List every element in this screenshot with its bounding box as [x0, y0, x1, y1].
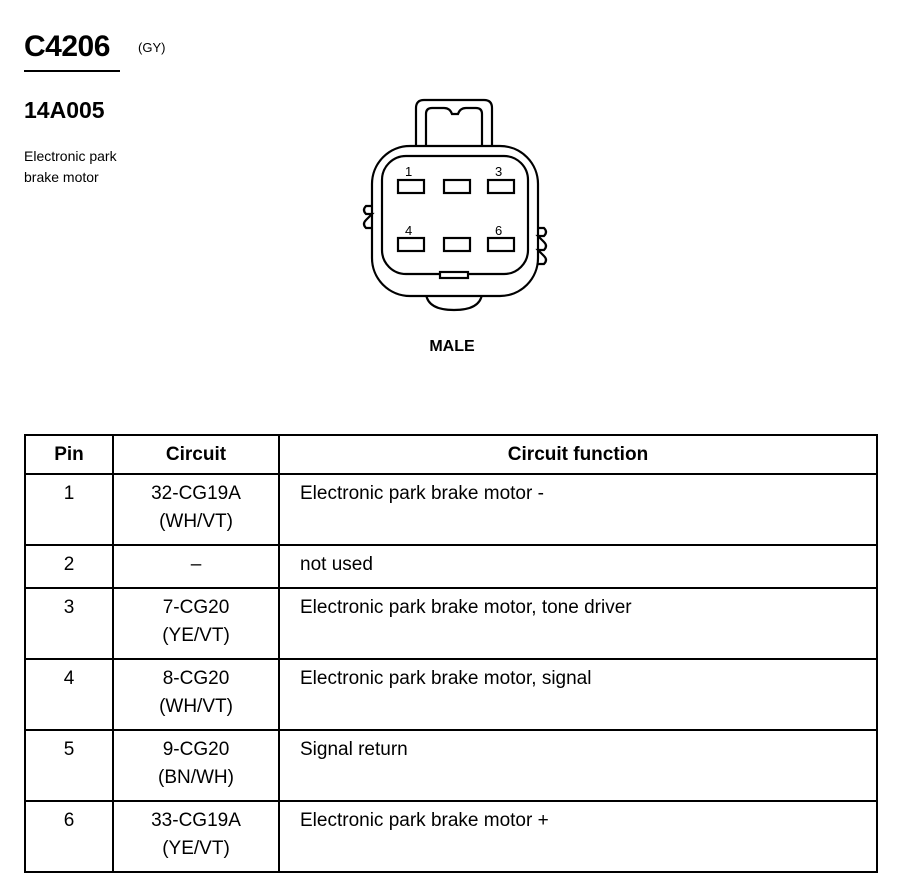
part-number: 14A005	[24, 97, 105, 123]
circuit-number: 33-CG19A	[151, 810, 241, 831]
circuit-number: 9-CG20	[162, 739, 230, 760]
pin-table	[24, 434, 878, 873]
pin-label-6: 6	[495, 223, 503, 238]
description-line-1: Electronic park	[24, 148, 117, 164]
circuit-cell	[113, 474, 279, 545]
wire-color: (YE/VT)	[162, 838, 230, 859]
table-row	[25, 730, 877, 801]
pin-cell: 6	[25, 801, 113, 872]
circuit-number: 8-CG20	[162, 668, 230, 689]
table-row	[25, 801, 877, 872]
connector-left-clip	[364, 206, 372, 228]
header-pin: Pin	[25, 435, 113, 474]
connector-id-underline	[24, 70, 120, 72]
table-header-row	[25, 435, 877, 474]
connector-bottom-tab	[440, 272, 468, 278]
table-row	[25, 474, 877, 545]
circuit-number: 7-CG20	[162, 597, 230, 618]
pin-cell: 4	[25, 659, 113, 730]
circuit-cell	[113, 588, 279, 659]
function-cell: Electronic park brake motor -	[279, 474, 877, 545]
function-cell: Electronic park brake motor +	[279, 801, 877, 872]
circuit-cell	[113, 659, 279, 730]
table-row	[25, 588, 877, 659]
pin-label-3: 3	[495, 164, 503, 179]
connector-face-diagram	[358, 96, 554, 326]
description-line-2: brake motor	[24, 169, 99, 185]
pin-cell: 3	[25, 588, 113, 659]
wire-color: (WH/VT)	[159, 696, 233, 717]
pin-cell: 1	[25, 474, 113, 545]
connector-gender-label: MALE	[429, 338, 475, 355]
header-circuit-function: Circuit function	[279, 435, 877, 474]
function-cell: Electronic park brake motor, signal	[279, 659, 877, 730]
circuit-number: –	[190, 554, 202, 575]
component-description	[24, 146, 164, 188]
header-circuit: Circuit	[113, 435, 279, 474]
wire-color: (WH/VT)	[159, 511, 233, 532]
connector-color: (GY)	[138, 40, 166, 55]
function-cell: Signal return	[279, 730, 877, 801]
connector-right-clip	[538, 228, 546, 264]
table-row	[25, 659, 877, 730]
connector-id: C4206	[24, 30, 110, 63]
table-row	[25, 545, 877, 588]
function-cell: not used	[279, 545, 877, 588]
pin-cell: 5	[25, 730, 113, 801]
pin-label-1: 1	[405, 164, 413, 179]
pin-label-4: 4	[405, 223, 413, 238]
wire-color: (BN/WH)	[158, 767, 234, 788]
circuit-cell	[113, 801, 279, 872]
pin-cell: 2	[25, 545, 113, 588]
wire-color: (YE/VT)	[162, 625, 230, 646]
circuit-cell	[113, 730, 279, 801]
circuit-cell	[113, 545, 279, 588]
circuit-number: 32-CG19A	[151, 483, 241, 504]
function-cell: Electronic park brake motor, tone driver	[279, 588, 877, 659]
